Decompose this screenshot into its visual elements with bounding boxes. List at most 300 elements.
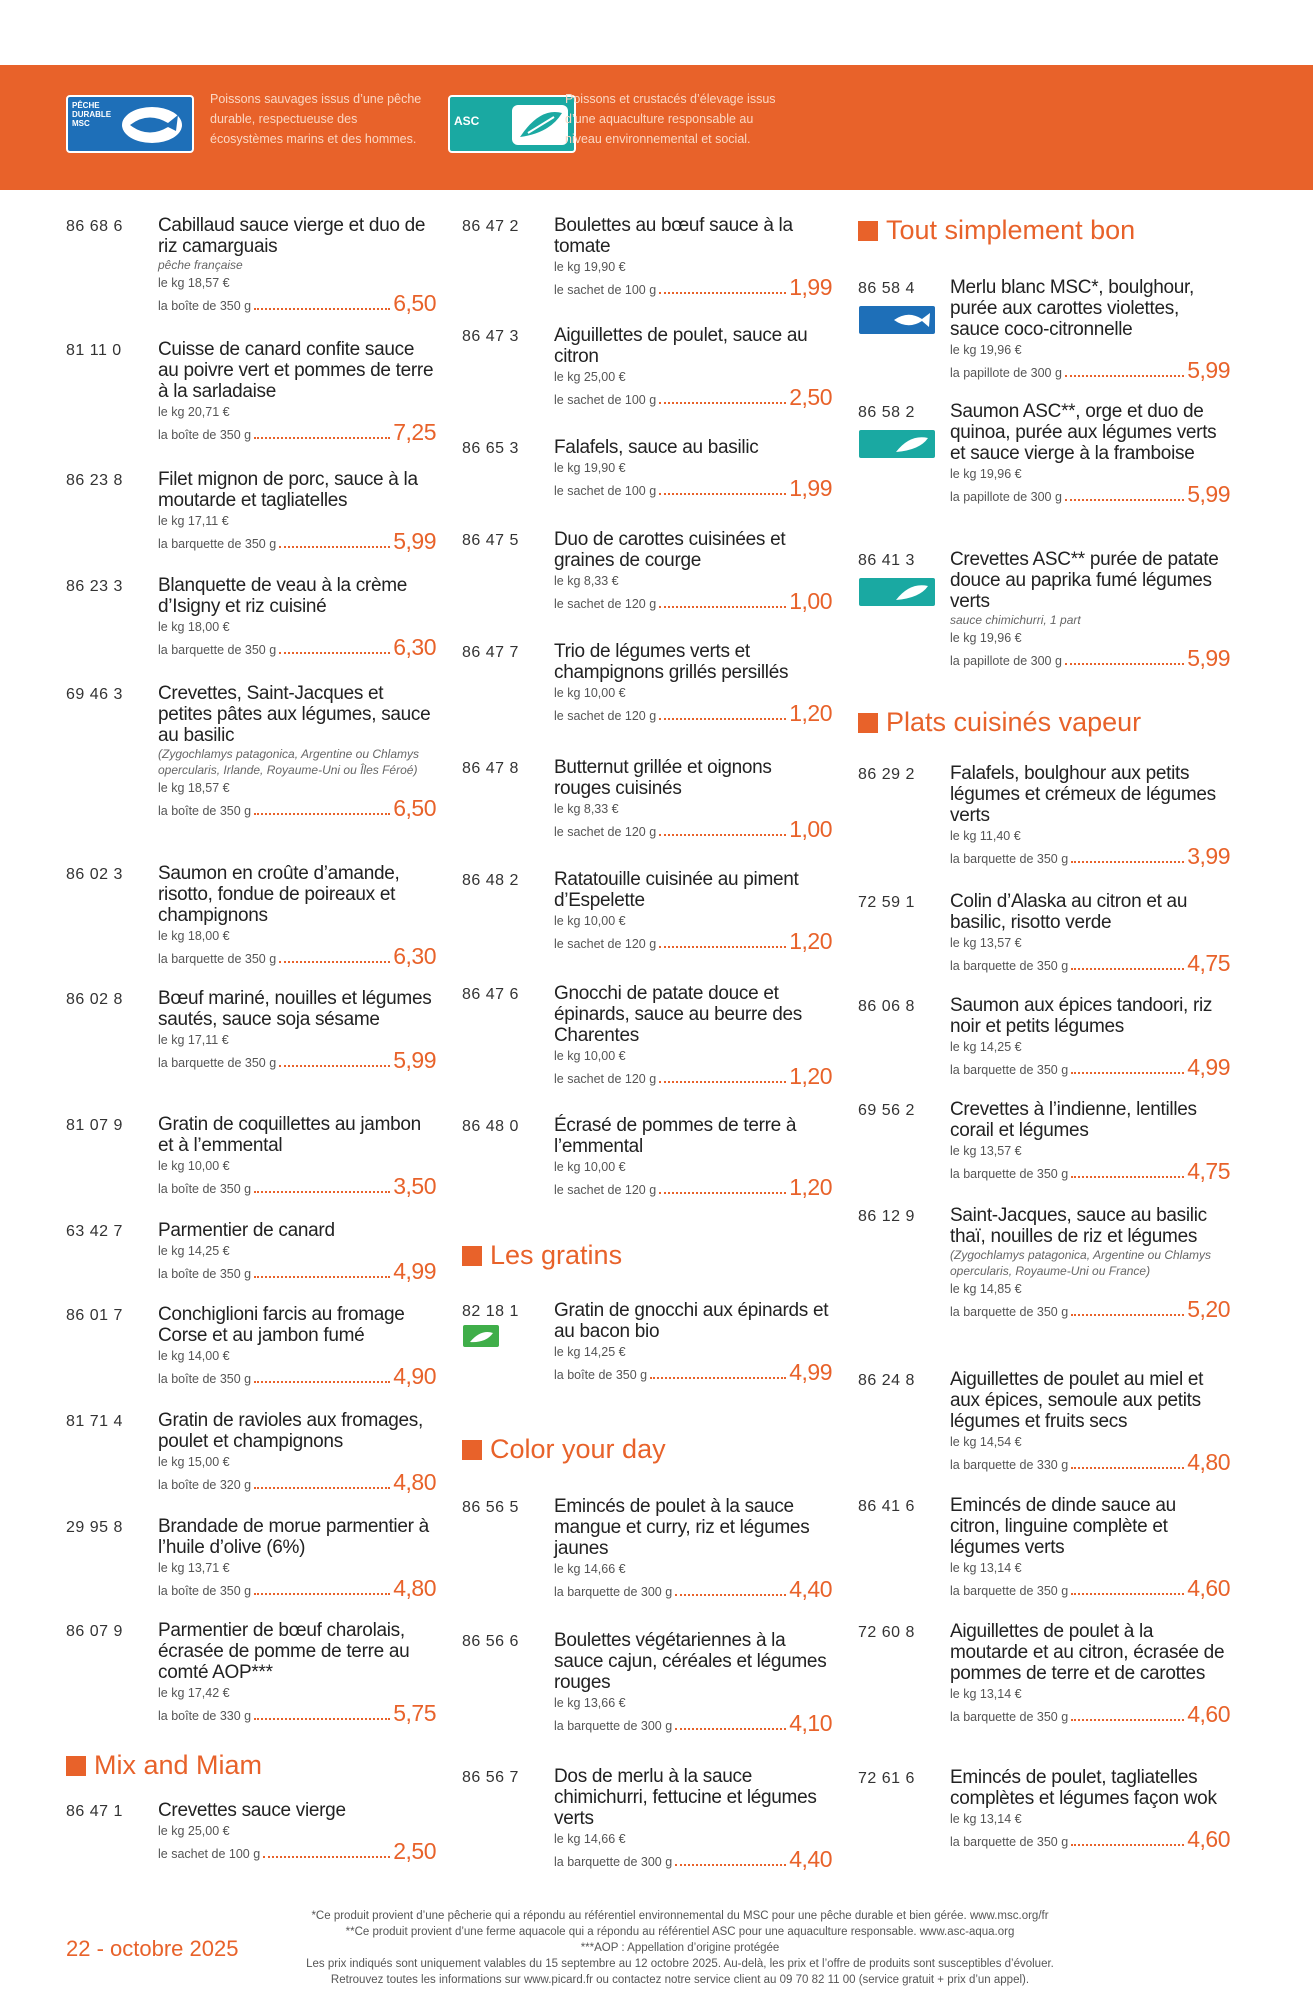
leader-dots <box>659 402 786 404</box>
package-label: la barquette de 350 g <box>950 1710 1069 1724</box>
price-line <box>158 1701 436 1725</box>
leader-dots <box>1071 1593 1184 1595</box>
product-item <box>858 1767 1230 1877</box>
product-item <box>462 437 832 529</box>
price-per-kg: le kg 14,25 € <box>950 1040 1022 1054</box>
leader-dots <box>279 961 390 963</box>
product-code: 69 46 3 <box>66 686 123 703</box>
product-code: 86 48 0 <box>462 1118 519 1135</box>
product-name: Emincés de poulet à la sauce mangue et curry, riz et légumes jaunes <box>554 1496 810 1559</box>
product-price: 6,50 <box>393 290 436 316</box>
product-code: 86 47 2 <box>462 218 519 235</box>
package-label: le sachet de 100 g <box>554 393 657 407</box>
package-label: la boîte de 320 g <box>158 1478 252 1492</box>
package-label: la barquette de 350 g <box>950 1063 1069 1077</box>
product-code: 86 06 8 <box>858 998 915 1015</box>
price-line <box>950 844 1230 868</box>
product-name: Parmentier de bœuf charolais, écrasée de pomme de terre au comté AOP*** <box>158 1620 410 1683</box>
price-line <box>554 1577 832 1601</box>
leader-dots <box>254 1718 390 1720</box>
product-price: 6,30 <box>393 943 436 969</box>
product-item <box>66 1220 436 1304</box>
product-name: Aiguillettes de poulet à la moutarde et au citron, écrasée de pommes de terre et de carottes <box>950 1621 1225 1684</box>
product-item <box>858 1621 1230 1767</box>
price-per-kg: le kg 18,00 € <box>158 929 230 943</box>
product-price: 2,50 <box>789 384 832 410</box>
section-title-plats-cuisines-vapeur: Plats cuisinés vapeur <box>858 707 1230 763</box>
package-label: la barquette de 350 g <box>950 1167 1069 1181</box>
package-label: le sachet de 120 g <box>554 597 657 611</box>
product-item <box>66 863 436 988</box>
package-label: la barquette de 350 g <box>158 952 277 966</box>
product-price: 4,60 <box>1187 1575 1230 1601</box>
product-code: 86 41 6 <box>858 1498 915 1515</box>
leader-dots <box>1071 1314 1184 1316</box>
product-name: Écrasé de pommes de terre à l’emmental <box>554 1115 797 1157</box>
leader-dots <box>650 1377 786 1379</box>
product-item <box>462 529 832 641</box>
product-code: 86 01 7 <box>66 1307 123 1324</box>
price-line <box>950 358 1230 382</box>
product-price: 5,99 <box>1187 645 1230 671</box>
price-per-kg: le kg 14,85 € <box>950 1282 1022 1296</box>
product-name: Conchiglioni farcis au fromage Corse et au jambon fumé <box>158 1304 405 1346</box>
price-line <box>158 635 436 659</box>
price-per-kg: le kg 19,90 € <box>554 260 626 274</box>
leader-dots <box>279 652 390 654</box>
price-line <box>158 1576 436 1600</box>
leader-dots <box>1065 375 1184 377</box>
section-title-color-your-day: Color your day <box>462 1434 832 1496</box>
price-per-kg: le kg 10,00 € <box>158 1159 230 1173</box>
package-label: la barquette de 300 g <box>554 1855 673 1869</box>
product-code: 86 29 2 <box>858 766 915 783</box>
price-per-kg: le kg 19,96 € <box>950 631 1022 645</box>
label-banner <box>0 65 1313 190</box>
package-label: le sachet de 120 g <box>554 1183 657 1197</box>
package-label: la barquette de 350 g <box>158 1056 277 1070</box>
price-per-kg: le kg 11,40 € <box>950 829 1021 843</box>
product-item <box>858 549 1230 707</box>
package-label: la barquette de 350 g <box>950 1835 1069 1849</box>
product-name: Boulettes végétariennes à la sauce cajun, céréales et légumes rouges <box>554 1630 827 1693</box>
product-name: Cuisse de canard confite sauce au poivre vert et pommes de terre à la sarladaise <box>158 339 434 402</box>
price-per-kg: le kg 18,00 € <box>158 620 230 634</box>
product-price: 4,60 <box>1187 1701 1230 1727</box>
package-label: la boîte de 350 g <box>158 1267 252 1281</box>
product-code: 86 47 1 <box>66 1803 123 1820</box>
package-label: la barquette de 300 g <box>554 1585 673 1599</box>
package-label: le sachet de 100 g <box>554 484 657 498</box>
product-item <box>462 215 832 325</box>
product-item <box>858 1369 1230 1495</box>
asc-label-badge <box>858 429 936 459</box>
price-line <box>158 1839 436 1863</box>
price-line <box>158 420 436 444</box>
product-price: 1,99 <box>789 475 832 501</box>
asc-leaf-icon <box>892 582 932 602</box>
price-per-kg: le kg 14,25 € <box>158 1244 230 1258</box>
price-line <box>158 1174 436 1198</box>
leader-dots <box>254 308 390 310</box>
leader-dots <box>1071 861 1184 863</box>
package-label: la boîte de 350 g <box>158 804 252 818</box>
product-name: Falafels, boulghour aux petits légumes et crémeux de légumes verts <box>950 763 1216 826</box>
msc-logo-text: PÊCHE DURABLE MSC <box>72 101 112 128</box>
price-per-kg: le kg 14,66 € <box>554 1832 626 1846</box>
product-code: 86 48 2 <box>462 872 519 889</box>
product-name: Emincés de dinde sauce au citron, linguine complète et légumes verts <box>950 1495 1176 1558</box>
leader-dots <box>675 1864 786 1866</box>
package-label: la boîte de 350 g <box>158 1372 252 1386</box>
price-line <box>950 1450 1230 1474</box>
product-price: 5,99 <box>393 1047 436 1073</box>
product-price: 5,75 <box>393 1700 436 1726</box>
product-item <box>66 988 436 1114</box>
product-price: 4,40 <box>789 1576 832 1602</box>
product-name: Gratin de ravioles aux fromages, poulet et champignons <box>158 1410 423 1452</box>
price-line <box>158 1364 436 1388</box>
price-line <box>950 1055 1230 1079</box>
product-name: Dos de merlu à la sauce chimichurri, fettucine et légumes verts <box>554 1766 817 1829</box>
package-label: la boîte de 350 g <box>158 1182 252 1196</box>
price-line <box>554 476 832 500</box>
price-per-kg: le kg 18,57 € <box>158 781 230 795</box>
product-note: sauce chimichurri, 1 part <box>950 613 1081 627</box>
price-per-kg: le kg 19,90 € <box>554 461 626 475</box>
price-line <box>950 1827 1230 1851</box>
product-name: Aiguillettes de poulet, sauce au citron <box>554 325 808 367</box>
column-right <box>858 215 1230 1877</box>
product-code: 29 95 8 <box>66 1519 123 1536</box>
product-item <box>858 891 1230 995</box>
product-price: 1,00 <box>789 816 832 842</box>
product-item <box>462 1766 832 1876</box>
product-code: 86 47 6 <box>462 986 519 1003</box>
product-item <box>462 1496 832 1630</box>
product-name: Crevettes ASC** purée de patate douce au paprika fumé légumes verts <box>950 549 1219 612</box>
page-number: 22 - octobre 2025 <box>66 1936 239 1961</box>
product-code: 69 56 2 <box>858 1102 915 1119</box>
price-per-kg: le kg 10,00 € <box>554 686 626 700</box>
leader-dots <box>659 493 786 495</box>
product-item <box>462 641 832 757</box>
product-code: 81 71 4 <box>66 1413 123 1430</box>
leader-dots <box>1071 1072 1184 1074</box>
price-per-kg: le kg 19,96 € <box>950 467 1022 481</box>
product-price: 4,90 <box>393 1363 436 1389</box>
product-price: 1,00 <box>789 588 832 614</box>
product-name: Gratin de gnocchi aux épinards et au bacon bio <box>554 1300 829 1342</box>
price-per-kg: le kg 13,57 € <box>950 1144 1022 1158</box>
product-price: 6,30 <box>393 634 436 660</box>
package-label: le sachet de 120 g <box>554 1072 657 1086</box>
price-line <box>554 385 832 409</box>
product-code: 86 56 6 <box>462 1633 519 1650</box>
price-per-kg: le kg 17,11 € <box>158 514 229 528</box>
fish-icon <box>892 310 932 330</box>
product-code: 86 24 8 <box>858 1372 915 1389</box>
package-label: la papillote de 300 g <box>950 366 1062 380</box>
product-price: 1,99 <box>789 274 832 300</box>
product-item <box>66 1800 436 1870</box>
organic-leaf-icon <box>466 1329 496 1345</box>
leader-dots <box>659 606 786 608</box>
price-line <box>554 817 832 841</box>
price-per-kg: le kg 14,25 € <box>554 1345 626 1359</box>
price-per-kg: le kg 13,14 € <box>950 1687 1022 1701</box>
product-name: Boulettes au bœuf sauce à la tomate <box>554 215 793 257</box>
product-price: 5,99 <box>1187 481 1230 507</box>
package-label: le sachet de 100 g <box>158 1847 261 1861</box>
product-price: 4,99 <box>789 1359 832 1385</box>
product-name: Saumon aux épices tandoori, riz noir et petits légumes <box>950 995 1213 1037</box>
price-line <box>950 646 1230 670</box>
asc-description: Poissons et crustacés d’élevage issus d’une aquaculture responsable au niveau environnemental et social. <box>565 92 776 146</box>
price-per-kg: le kg 10,00 € <box>554 1160 626 1174</box>
product-code: 81 11 0 <box>66 342 122 359</box>
product-name: Colin d’Alaska au citron et au basilic, risotto verde <box>950 891 1188 933</box>
price-per-kg: le kg 13,71 € <box>158 1561 230 1575</box>
package-label: la barquette de 350 g <box>950 852 1069 866</box>
leader-dots <box>254 1276 390 1278</box>
price-line <box>158 1470 436 1494</box>
product-name: Parmentier de canard <box>158 1220 335 1241</box>
leader-dots <box>659 1081 786 1083</box>
product-code: 81 07 9 <box>66 1117 123 1134</box>
price-per-kg: le kg 17,11 € <box>158 1033 229 1047</box>
product-item <box>858 401 1230 549</box>
package-label: le sachet de 100 g <box>554 283 657 297</box>
price-per-kg: le kg 14,54 € <box>950 1435 1022 1449</box>
price-line <box>554 589 832 613</box>
product-code: 72 60 8 <box>858 1624 915 1641</box>
package-label: le sachet de 120 g <box>554 709 657 723</box>
fish-icon <box>118 103 188 147</box>
product-code: 86 07 9 <box>66 1623 123 1640</box>
product-name: Merlu blanc MSC*, boulghour, purée aux carottes violettes, sauce coco-citronnelle <box>950 277 1195 340</box>
package-label: la papillote de 300 g <box>950 490 1062 504</box>
product-item <box>858 1205 1230 1369</box>
product-name: Gnocchi de patate douce et épinards, sauce au beurre des Charentes <box>554 983 802 1046</box>
product-price: 3,50 <box>393 1173 436 1199</box>
package-label: la barquette de 300 g <box>554 1719 673 1733</box>
package-label: la boîte de 350 g <box>158 428 252 442</box>
price-per-kg: le kg 13,14 € <box>950 1812 1022 1826</box>
product-item <box>66 1304 436 1410</box>
leader-dots <box>254 1593 390 1595</box>
price-line <box>158 944 436 968</box>
package-label: la barquette de 350 g <box>950 959 1069 973</box>
product-name: Aiguillettes de poulet au miel et aux épices, semoule aux petits légumes et fruits secs <box>950 1369 1204 1432</box>
price-line <box>554 1175 832 1199</box>
product-item <box>462 869 832 983</box>
product-name: Cabillaud sauce vierge et duo de riz camarguais <box>158 215 426 257</box>
msc-description: Poissons sauvages issus d’une pêche durable, respectueuse des écosystèmes marins et des hommes. <box>210 92 422 146</box>
product-code: 86 56 5 <box>462 1499 519 1516</box>
price-line <box>950 482 1230 506</box>
product-name: Gratin de coquillettes au jambon et à l’emmental <box>158 1114 421 1156</box>
leader-dots <box>279 546 390 548</box>
price-per-kg: le kg 20,71 € <box>158 405 230 419</box>
product-item <box>66 1114 436 1220</box>
product-item <box>66 339 436 469</box>
product-code: 86 47 5 <box>462 532 519 549</box>
product-origin: (Zygochlamys patagonica, Argentine ou Chlamys opercularis, Royaume-Uni ou France) <box>950 1248 1212 1278</box>
product-code: 86 02 3 <box>66 866 123 883</box>
price-per-kg: le kg 25,00 € <box>158 1824 230 1838</box>
price-line <box>950 1702 1230 1726</box>
leader-dots <box>659 292 786 294</box>
product-origin: pêche française <box>158 258 243 272</box>
leader-dots <box>254 1381 390 1383</box>
product-item <box>66 575 436 683</box>
product-name: Crevettes sauce vierge <box>158 1800 346 1821</box>
leader-dots <box>1071 1719 1184 1721</box>
product-price: 1,20 <box>789 1063 832 1089</box>
price-line <box>554 701 832 725</box>
product-code: 63 42 7 <box>66 1223 123 1240</box>
product-code: 86 68 6 <box>66 218 123 235</box>
organic-label-badge <box>462 1324 500 1348</box>
product-price: 4,99 <box>393 1258 436 1284</box>
package-label: la boîte de 350 g <box>158 299 252 313</box>
price-per-kg: le kg 25,00 € <box>554 370 626 384</box>
product-name: Bœuf mariné, nouilles et légumes sautés, sauce soja sésame <box>158 988 432 1030</box>
product-price: 2,50 <box>393 1838 436 1864</box>
price-line <box>950 1576 1230 1600</box>
price-per-kg: le kg 13,14 € <box>950 1561 1022 1575</box>
product-name: Crevettes à l’indienne, lentilles corail et légumes <box>950 1099 1197 1141</box>
price-line <box>158 529 436 553</box>
asc-leaf-icon <box>892 434 932 454</box>
price-per-kg: le kg 13,66 € <box>554 1696 626 1710</box>
product-code: 72 59 1 <box>858 894 915 911</box>
price-line <box>554 1711 832 1735</box>
package-label: la boîte de 330 g <box>158 1709 252 1723</box>
product-price: 4,75 <box>1187 950 1230 976</box>
price-line <box>950 951 1230 975</box>
package-label: la papillote de 300 g <box>950 654 1062 668</box>
price-line <box>158 291 436 315</box>
product-price: 7,25 <box>393 419 436 445</box>
product-name: Brandade de morue parmentier à l’huile d’olive (6%) <box>158 1516 429 1558</box>
product-name: Butternut grillée et oignons rouges cuisinés <box>554 757 772 799</box>
product-price: 4,80 <box>1187 1449 1230 1475</box>
price-per-kg: le kg 10,00 € <box>554 1049 626 1063</box>
price-line <box>554 275 832 299</box>
package-label: la barquette de 350 g <box>158 643 277 657</box>
price-line <box>158 796 436 820</box>
price-per-kg: le kg 14,66 € <box>554 1562 626 1576</box>
price-per-kg: le kg 18,57 € <box>158 276 230 290</box>
leader-dots <box>1065 663 1184 665</box>
product-price: 6,50 <box>393 795 436 821</box>
package-label: le sachet de 120 g <box>554 937 657 951</box>
leader-dots <box>279 1065 390 1067</box>
leader-dots <box>1071 1176 1184 1178</box>
leader-dots <box>1071 968 1184 970</box>
footnote-contact: Retrouvez toutes les informations sur www.picard.fr ou contactez notre service client au 09 70 82 11 00 (service gratuit + prix d’un appel). <box>330 1974 1030 1986</box>
asc-label-badge <box>858 577 936 607</box>
product-price: 5,99 <box>1187 357 1230 383</box>
price-per-kg: le kg 13,57 € <box>950 936 1022 950</box>
product-name: Blanquette de veau à la crème d’Isigny et riz cuisiné <box>158 575 408 617</box>
product-price: 4,99 <box>1187 1054 1230 1080</box>
leader-dots <box>659 1192 786 1194</box>
price-per-kg: le kg 19,96 € <box>950 343 1022 357</box>
package-label: la boîte de 350 g <box>554 1368 648 1382</box>
product-item <box>462 983 832 1115</box>
section-title-tout-simplement-bon: Tout simplement bon <box>858 215 1230 277</box>
leader-dots <box>1071 1844 1184 1846</box>
product-code: 86 47 8 <box>462 760 519 777</box>
product-code: 86 23 8 <box>66 472 123 489</box>
product-name: Saint-Jacques, sauce au basilic thaï, nouilles de riz et légumes <box>950 1205 1207 1247</box>
price-line <box>554 1847 832 1871</box>
product-price: 3,99 <box>1187 843 1230 869</box>
product-price: 4,75 <box>1187 1158 1230 1184</box>
product-name: Trio de légumes verts et champignons grillés persillés <box>554 641 789 683</box>
product-name: Saumon ASC**, orge et duo de quinoa, purée aux légumes verts et sauce vierge à la framboise <box>950 401 1217 464</box>
product-item <box>462 1115 832 1240</box>
product-price: 1,20 <box>789 928 832 954</box>
product-item <box>462 325 832 437</box>
price-line <box>158 1259 436 1283</box>
product-name: Ratatouille cuisinée au piment d’Espelette <box>554 869 799 911</box>
price-line <box>554 1064 832 1088</box>
product-code: 86 23 3 <box>66 578 123 595</box>
asc-leaf-icon <box>510 103 570 147</box>
product-item <box>66 683 436 863</box>
product-code: 86 47 3 <box>462 328 519 345</box>
product-price: 1,20 <box>789 1174 832 1200</box>
product-name: Falafels, sauce au basilic <box>554 437 759 458</box>
column-middle <box>462 215 832 1876</box>
leader-dots <box>1065 499 1184 501</box>
product-code: 82 18 1 <box>462 1303 519 1320</box>
asc-logo <box>448 95 576 153</box>
price-line <box>950 1297 1230 1321</box>
product-code: 86 58 2 <box>858 404 915 421</box>
price-per-kg: le kg 8,33 € <box>554 574 619 588</box>
price-line <box>158 1048 436 1072</box>
leader-dots <box>659 834 786 836</box>
product-item <box>66 1620 436 1750</box>
footnote-asc: **Ce produit provient d’une ferme aquacole qui a répondu au référentiel ASC pour une aquaculture responsable. www.asc-aqua.org <box>345 1926 1015 1938</box>
product-code: 86 12 9 <box>858 1208 915 1225</box>
package-label: la barquette de 350 g <box>950 1584 1069 1598</box>
asc-logo-text: ASC <box>454 114 480 128</box>
product-item <box>858 1099 1230 1205</box>
product-price: 4,80 <box>393 1469 436 1495</box>
footnote-msc: *Ce produit provient d’une pêcherie qui a répondu au référentiel environnemental du MSC pour une pêche durable et bien gérée. www.msc.org/fr <box>311 1910 1049 1922</box>
product-item <box>66 469 436 575</box>
leader-dots <box>659 718 786 720</box>
leader-dots <box>675 1728 786 1730</box>
product-origin: (Zygochlamys patagonica, Argentine ou Chlamys opercularis, Irlande, Royaume-Uni ou Îles Féroé) <box>158 747 420 777</box>
leader-dots <box>659 946 786 948</box>
product-item <box>462 1630 832 1766</box>
leader-dots <box>675 1594 786 1596</box>
price-per-kg: le kg 10,00 € <box>554 914 626 928</box>
section-title-mix-and-miam: Mix and Miam <box>66 1750 436 1800</box>
product-name: Saumon en croûte d’amande, risotto, fondue de poireaux et champignons <box>158 863 400 926</box>
product-item <box>66 1516 436 1620</box>
price-line <box>554 929 832 953</box>
product-code: 86 02 8 <box>66 991 123 1008</box>
price-per-kg: le kg 15,00 € <box>158 1455 230 1469</box>
